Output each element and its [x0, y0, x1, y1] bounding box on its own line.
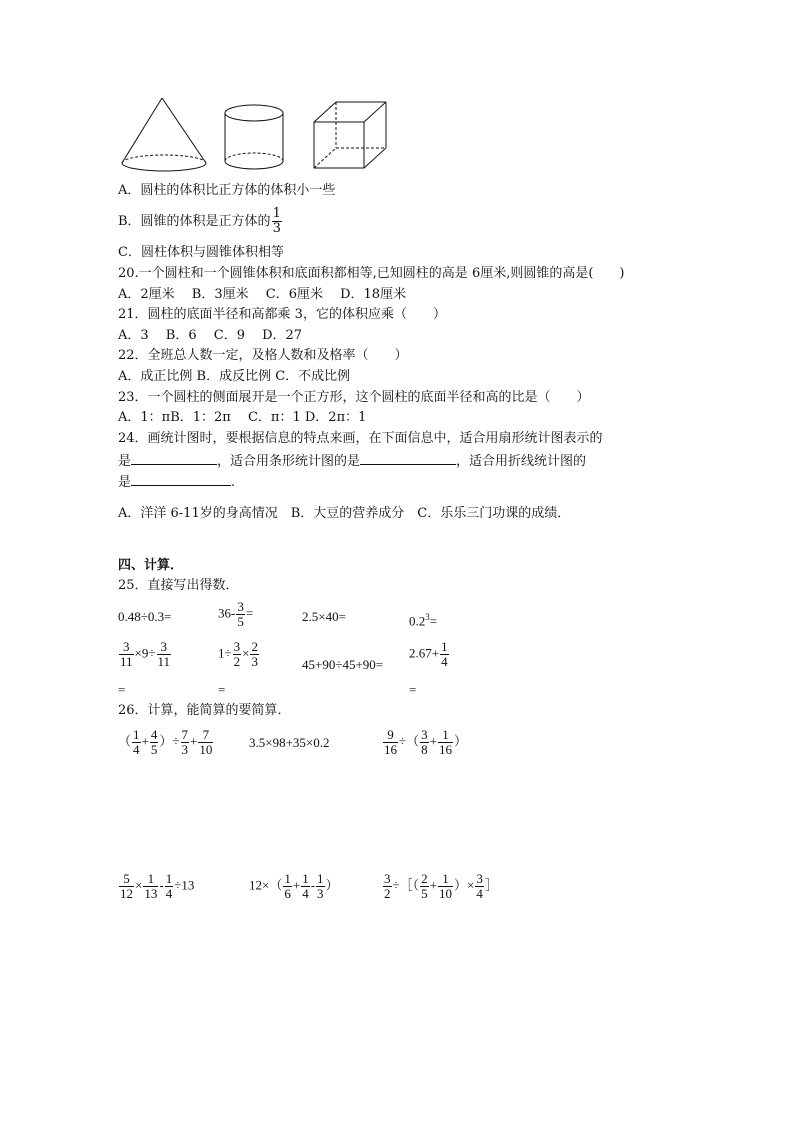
fraction: $\frac{9}{16}$ — [384, 727, 397, 757]
expr-text: × — [135, 877, 143, 893]
fraction: $\frac{1}{4}$ — [133, 727, 140, 757]
expr-text: 12×（ — [249, 877, 283, 893]
fraction: $\frac{3}{2}$ — [384, 871, 391, 901]
fraction: $\frac{3}{11}$ — [157, 639, 171, 669]
expr-text: × — [242, 645, 250, 661]
q24-text: . — [231, 475, 236, 490]
expr-text: ×9÷ — [134, 645, 156, 661]
q22-options: A．成正比例 B．成反比例 C．不成比例 — [118, 369, 351, 384]
cylinder-shape — [225, 105, 283, 169]
fraction: $\frac{1}{16}$ — [438, 727, 452, 757]
expr-text: ÷13 — [174, 877, 195, 893]
cone-shape — [122, 98, 206, 171]
q19-option-c: C．圆柱体积与圆锥体积相等 — [118, 245, 284, 260]
solids-svg — [118, 96, 398, 180]
q25-expr-2 — [218, 600, 253, 629]
q21-stem: 21．圆柱的底面半径和高都乘 3，它的体积应乘（ ） — [118, 307, 446, 322]
q25-equals-3: = — [409, 682, 417, 697]
q26-expr-3 — [382, 728, 467, 757]
fraction: $\frac{3}{4}$ — [476, 871, 483, 901]
q19-option-b — [118, 207, 283, 236]
fraction: $\frac{3}{5}$ — [237, 599, 244, 629]
fraction: $\frac{2}{3}$ — [251, 639, 258, 669]
q25-equals-1: = — [118, 682, 126, 697]
fraction: $\frac{1}{6}$ — [284, 871, 291, 901]
q24-options: A．洋洋 6-11岁的身高情况 B．大豆的营养成分 C．乐乐三门功课的成绩． — [118, 506, 571, 521]
q25-expr-1: 0.48÷0.3= — [118, 609, 172, 624]
exponent: 3 — [425, 612, 430, 622]
q26-expr-2: 3.5×98+35×0.2 — [249, 735, 330, 750]
fraction: $\frac{7}{10}$ — [199, 727, 213, 757]
q26-expr-6 — [382, 872, 498, 901]
expr-text: = — [245, 605, 254, 621]
expr-text: ）÷ — [159, 733, 180, 749]
q19-option-b-text: B．圆锥的体积是正方体的 — [118, 214, 271, 229]
fraction: $\frac{3}{11}$ — [120, 639, 133, 669]
expr-text: ） — [453, 733, 467, 749]
expr-text: - — [159, 877, 164, 893]
fraction: $\frac{7}{3}$ — [181, 727, 188, 757]
fraction: $\frac{1}{4}$ — [165, 871, 173, 901]
expr-text: ÷［（ — [392, 877, 420, 893]
fraction: $\frac{1}{3}$ — [317, 871, 324, 901]
expr-text: + — [429, 733, 437, 749]
q24-line2 — [118, 452, 586, 470]
fraction: $\frac{5}{12}$ — [120, 871, 133, 901]
q25-expr-7: 45+90÷45+90= — [302, 657, 384, 672]
answer-blank[interactable] — [360, 452, 456, 465]
q25-expr-6 — [218, 640, 260, 669]
expr-text: + — [292, 877, 301, 893]
q23-stem: 23．一个圆柱的侧面展开是一个正方形，这个圆柱的底面半径和高的比是（ ） — [118, 390, 590, 405]
expr-text: ）× — [453, 877, 475, 893]
expr-text: = — [429, 613, 438, 629]
q25-expr-3: 2.5×40= — [302, 609, 346, 624]
fraction: $\frac{2}{5}$ — [421, 871, 428, 901]
expr-text: （ — [118, 733, 132, 749]
cube-shape — [314, 102, 386, 168]
q26-expr-5 — [249, 872, 339, 901]
answer-blank[interactable] — [131, 452, 217, 465]
expr-text: - — [310, 877, 316, 893]
q25-equals-2: = — [218, 682, 226, 697]
answer-blank[interactable] — [131, 473, 231, 486]
fraction: $\frac{1}{3}$ — [272, 206, 281, 236]
section-heading: 四、计算． — [118, 558, 184, 573]
expr-text: 1÷ — [218, 645, 232, 661]
expr-text: + — [429, 877, 437, 893]
expr-text: + — [141, 733, 149, 749]
q19-option-a: A．圆柱的体积比正方体的体积小一些 — [118, 183, 336, 198]
fraction: $\frac{1}{4}$ — [441, 639, 448, 669]
q20-options: A．2厘米 B．3厘米 C．6厘米 D．18厘米 — [118, 287, 407, 302]
fraction: $\frac{1}{13}$ — [144, 871, 158, 901]
expr-text: 0.2 — [409, 613, 426, 629]
q24-line1: 24．画统计图时，要根据信息的特点来画，在下面信息中，适合用扇形统计图表示的 — [118, 431, 603, 446]
expr-text: ） — [325, 877, 339, 893]
q25-expr-8 — [409, 640, 450, 669]
fraction: $\frac{1}{10}$ — [438, 871, 452, 901]
q24-text: ，适合用条形统计图的是 — [217, 454, 361, 469]
fraction: $\frac{3}{8}$ — [421, 727, 428, 757]
q20-stem: 20.一个圆柱和一个圆锥体积和底面积都相等,已知圆柱的高是 6厘米,则圆锥的高是( ) — [118, 266, 625, 281]
q26-expr-4 — [118, 872, 194, 901]
q25-title: 25．直接写出得数． — [118, 578, 239, 593]
q24-text: 是 — [118, 454, 132, 469]
q25-expr-4 — [409, 609, 437, 629]
expr-text: 2.67+ — [409, 645, 440, 661]
expr-text: ］ — [484, 877, 498, 893]
q24-text: 是 — [118, 475, 132, 490]
expr-text: 36- — [218, 605, 236, 621]
expr-text: ÷（ — [399, 733, 420, 749]
fraction: $\frac{3}{2}$ — [233, 639, 241, 669]
solids-figure — [118, 96, 398, 184]
q23-options: A．1：πB．1：2π C．π：1 D．2π：1 — [118, 410, 367, 425]
fraction: $\frac{4}{5}$ — [150, 727, 158, 757]
expr-text: + — [190, 733, 198, 749]
q22-stem: 22．全班总人数一定，及格人数和及格率（ ） — [118, 348, 408, 363]
q21-options: A．3 B．6 C．9 D．27 — [118, 328, 303, 343]
q26-expr-1 — [118, 728, 214, 757]
q24-text: ，适合用折线统计图的 — [456, 454, 587, 469]
q25-expr-5 — [118, 640, 172, 669]
q26-title: 26．计算，能简算的要简算． — [118, 703, 291, 718]
q24-line3 — [118, 473, 235, 491]
fraction: $\frac{1}{4}$ — [302, 871, 309, 901]
